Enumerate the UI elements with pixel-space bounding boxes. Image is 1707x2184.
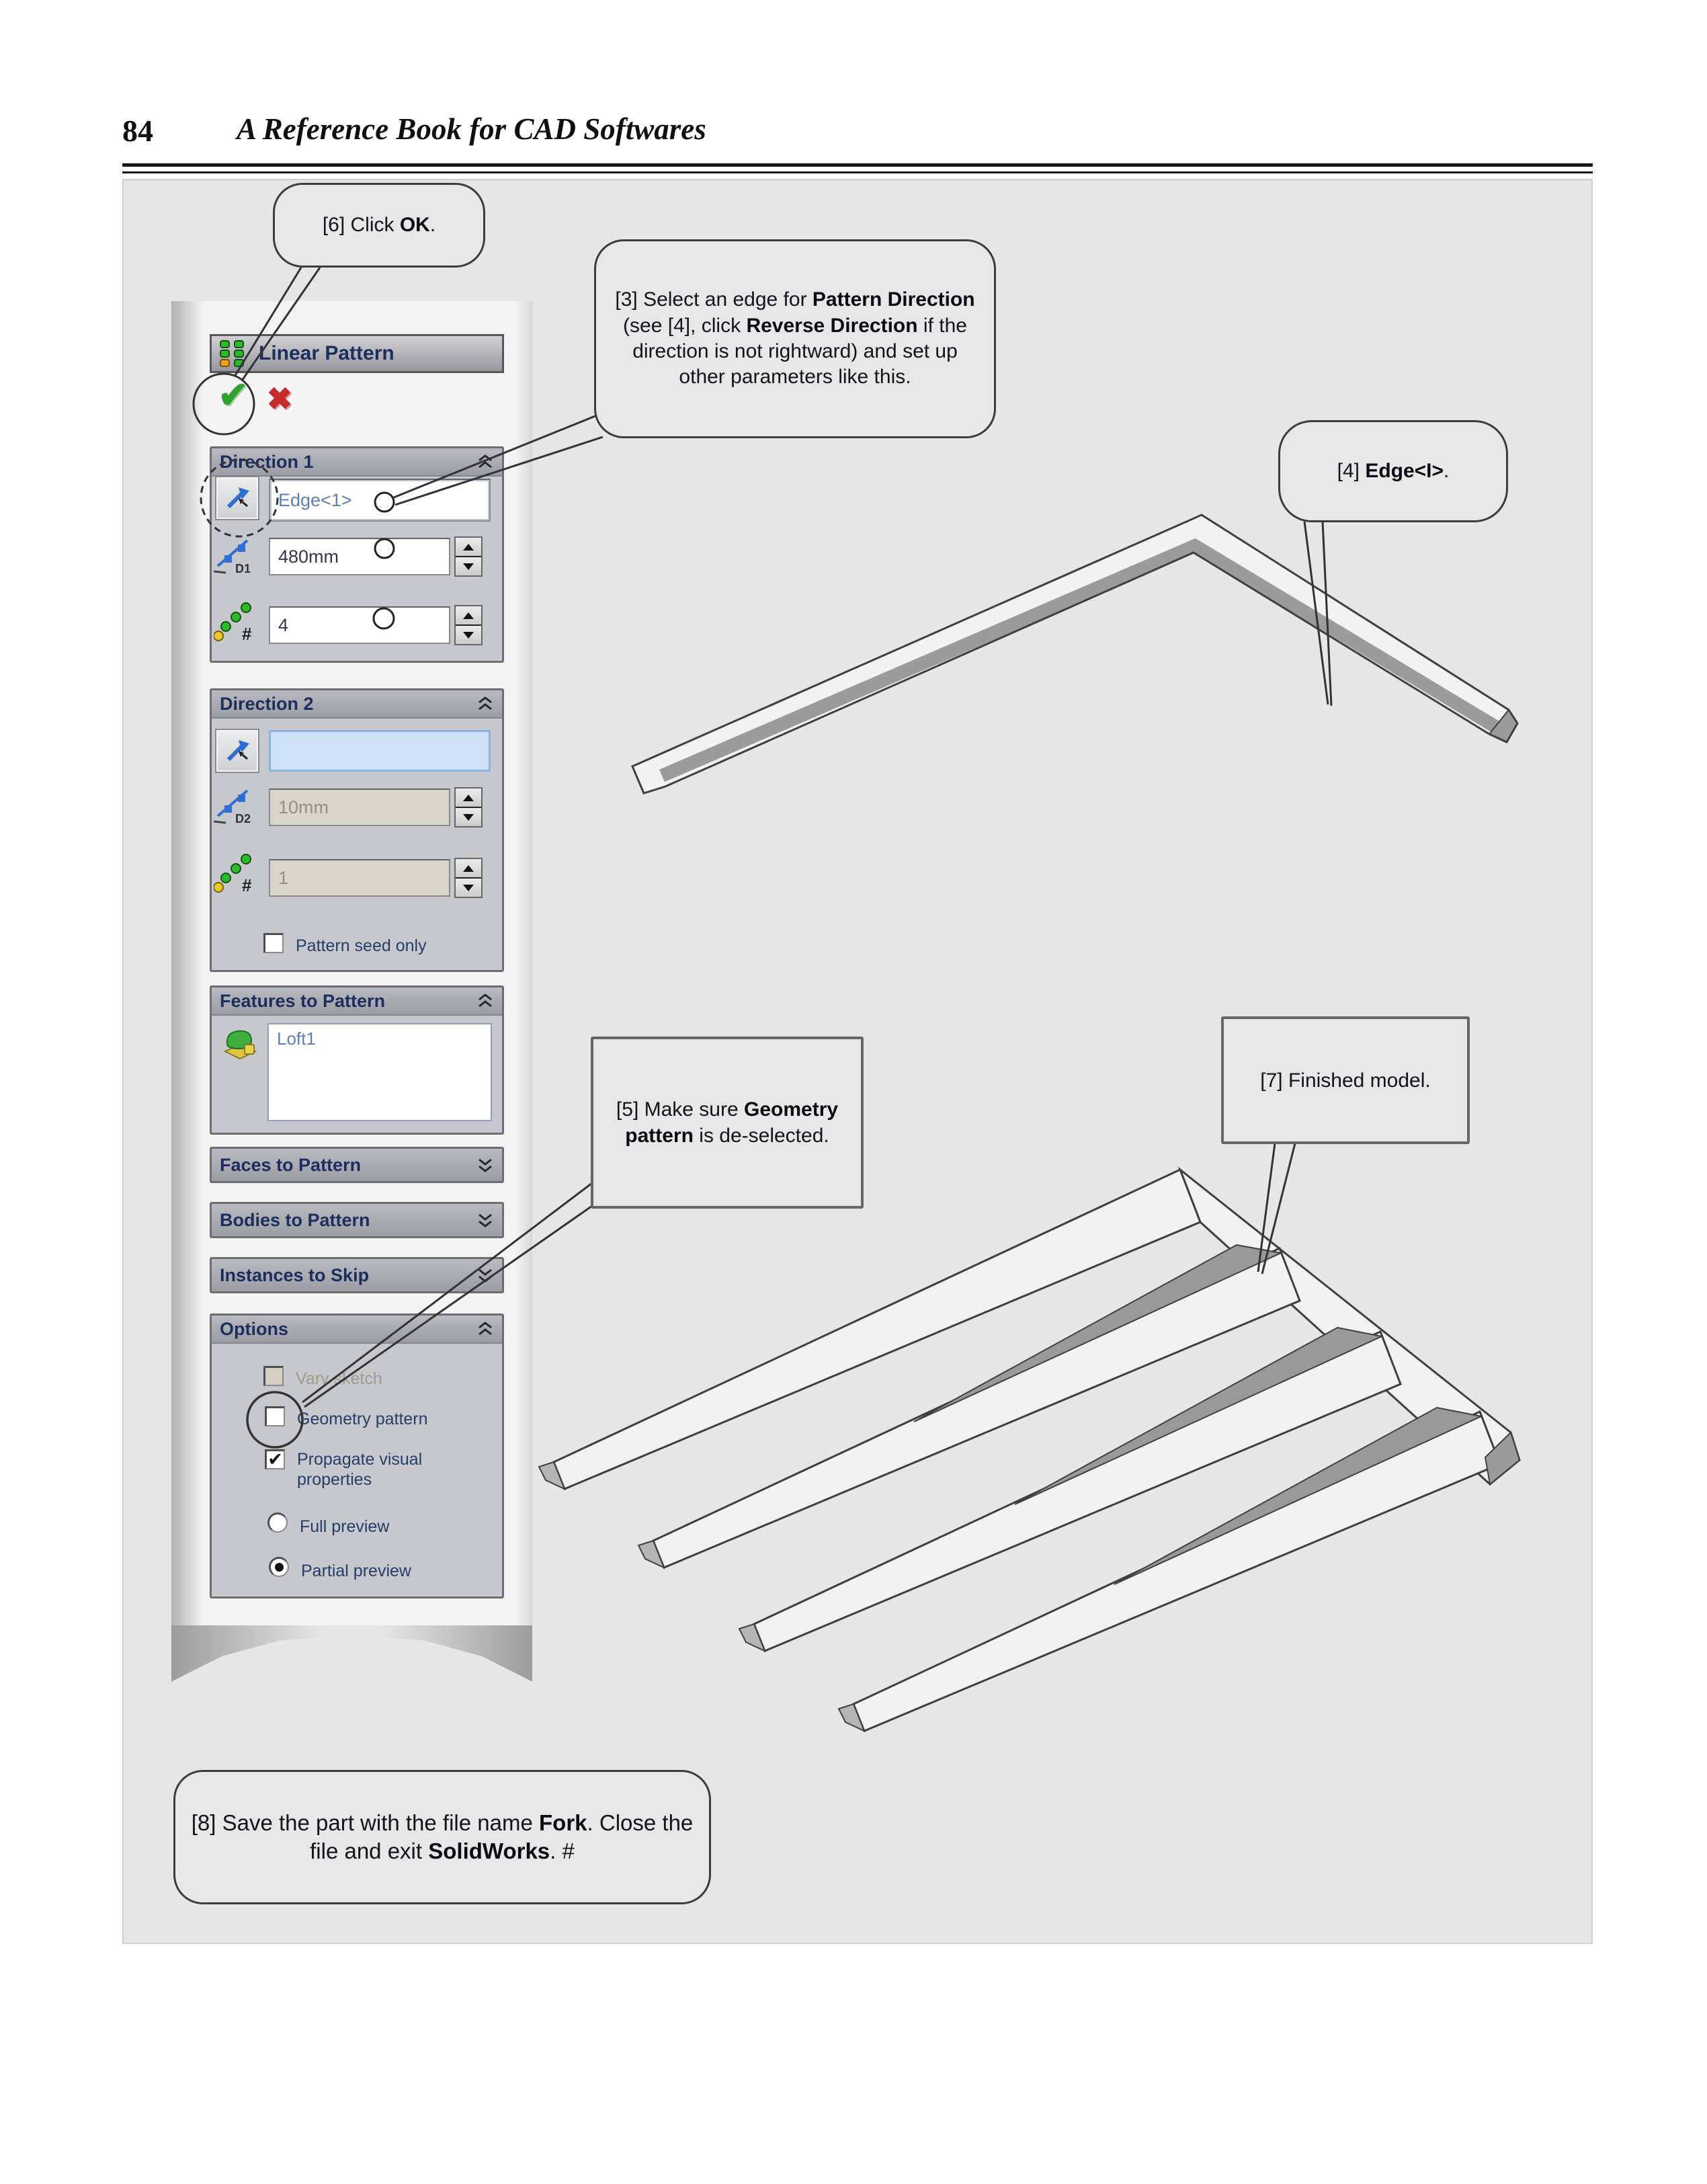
- spin-up-button[interactable]: [456, 538, 481, 556]
- pattern-seed-only-label: Pattern seed only: [296, 936, 427, 955]
- bodies-to-pattern-bar[interactable]: [210, 1202, 504, 1238]
- direction1-count-spinner[interactable]: [454, 605, 483, 645]
- options-label: Options: [220, 1318, 288, 1339]
- options-header[interactable]: [212, 1316, 502, 1344]
- direction2-count-value: 1: [278, 867, 289, 888]
- direction2-label: Direction 2: [220, 693, 314, 714]
- panel-title: Linear Pattern: [259, 342, 394, 364]
- page-title: A Reference Book for CAD Softwares: [237, 112, 706, 146]
- spin-down-button[interactable]: [456, 879, 481, 897]
- direction2-edge-field[interactable]: [269, 730, 491, 772]
- direction1-edge-field[interactable]: [269, 479, 491, 522]
- callout-6: [6] Click OK.: [273, 183, 485, 268]
- vary-sketch-checkbox: [263, 1366, 284, 1386]
- reverse-direction-icon: [222, 736, 252, 766]
- spacing1-icon: [212, 532, 263, 574]
- count1-icon: [214, 601, 261, 643]
- spin-down-button[interactable]: [456, 808, 481, 826]
- expand-chevron-icon: [476, 1268, 494, 1283]
- count2-icon: [214, 852, 261, 894]
- features-header[interactable]: [212, 987, 502, 1016]
- instances-to-skip-bar[interactable]: [210, 1257, 504, 1293]
- svg-text:#: #: [242, 624, 252, 643]
- header-rule-top: [122, 163, 1593, 167]
- direction2-header[interactable]: [212, 690, 502, 719]
- propagate-visual-checkbox[interactable]: ✔: [265, 1449, 285, 1469]
- reverse-direction1-button[interactable]: [215, 476, 259, 520]
- reverse-direction2-button[interactable]: [215, 729, 259, 773]
- geometry-pattern-label: Geometry pattern: [297, 1410, 428, 1428]
- direction2-spacing-spinner[interactable]: [454, 787, 483, 827]
- direction1-label: Direction 1: [220, 451, 314, 472]
- full-preview-label: Full preview: [300, 1517, 390, 1536]
- geometry-pattern-checkbox[interactable]: [265, 1406, 285, 1426]
- direction2-spacing-value: 10mm: [278, 797, 329, 817]
- callout-3: [3] Select an edge for Pattern Direction (see [4], click Reverse Direction if the direction is not rightward) and set up other parameters like this.: [594, 239, 996, 438]
- svg-text:D1: D1: [235, 562, 251, 574]
- pattern-seed-only-checkbox[interactable]: [263, 933, 284, 953]
- instances-label: Instances to Skip: [220, 1264, 370, 1285]
- page-number: 84: [122, 114, 153, 148]
- callout-8: [8] Save the part with the file name Fork. Close the file and exit SolidWorks. #: [173, 1770, 711, 1904]
- direction2-count-field: [269, 859, 450, 897]
- svg-text:#: #: [242, 875, 252, 894]
- callout-4: [4] Edge<I>.: [1278, 420, 1508, 522]
- partial-preview-radio[interactable]: [269, 1557, 289, 1577]
- direction1-spacing-spinner[interactable]: [454, 536, 483, 577]
- collapse-chevron-icon: [476, 994, 494, 1008]
- collapse-chevron-icon: [476, 454, 494, 469]
- faces-label: Faces to Pattern: [220, 1154, 362, 1175]
- direction1-edge-value: Edge<1>: [278, 489, 352, 510]
- spin-up-button[interactable]: [456, 859, 481, 877]
- direction1-count-field[interactable]: [269, 606, 450, 644]
- features-label: Features to Pattern: [220, 990, 386, 1011]
- svg-text:D2: D2: [235, 812, 251, 824]
- partial-preview-label: Partial preview: [301, 1562, 411, 1580]
- bodies-label: Bodies to Pattern: [220, 1209, 370, 1230]
- direction2-spacing-field: [269, 788, 450, 826]
- collapse-chevron-icon: [476, 1322, 494, 1336]
- callout-5: [5] Make sure Geometry pattern is de-selected.: [591, 1037, 864, 1209]
- features-listbox[interactable]: [267, 1023, 492, 1121]
- header-rule-bottom: [122, 171, 1593, 173]
- linear-pattern-titlebar: [210, 334, 504, 373]
- propagate-visual-label: Propagate visual properties: [297, 1450, 423, 1489]
- direction1-header[interactable]: [212, 448, 502, 477]
- direction1-spacing-value: 480mm: [278, 546, 339, 567]
- spin-up-button[interactable]: [456, 606, 481, 624]
- spacing2-icon: [212, 782, 263, 824]
- ok-button[interactable]: ✔: [218, 375, 249, 415]
- spin-down-button[interactable]: [456, 626, 481, 644]
- faces-to-pattern-bar[interactable]: [210, 1147, 504, 1183]
- spin-up-button[interactable]: [456, 788, 481, 807]
- collapse-chevron-icon: [476, 696, 494, 711]
- callout-7: [7] Finished model.: [1221, 1016, 1470, 1144]
- expand-chevron-icon: [476, 1213, 494, 1227]
- linear-pattern-icon: [218, 339, 249, 368]
- loft-feature-icon: [222, 1027, 258, 1061]
- spin-down-button[interactable]: [456, 557, 481, 575]
- full-preview-radio[interactable]: [267, 1512, 288, 1533]
- vary-sketch-label: Vary sketch: [296, 1369, 382, 1388]
- cancel-button[interactable]: ✖: [266, 381, 293, 416]
- features-item: Loft1: [277, 1028, 316, 1049]
- expand-chevron-icon: [476, 1158, 494, 1172]
- direction2-count-spinner[interactable]: [454, 858, 483, 898]
- reverse-direction-icon: [222, 483, 252, 513]
- direction1-spacing-field[interactable]: [269, 538, 450, 575]
- direction1-count-value: 4: [278, 614, 289, 635]
